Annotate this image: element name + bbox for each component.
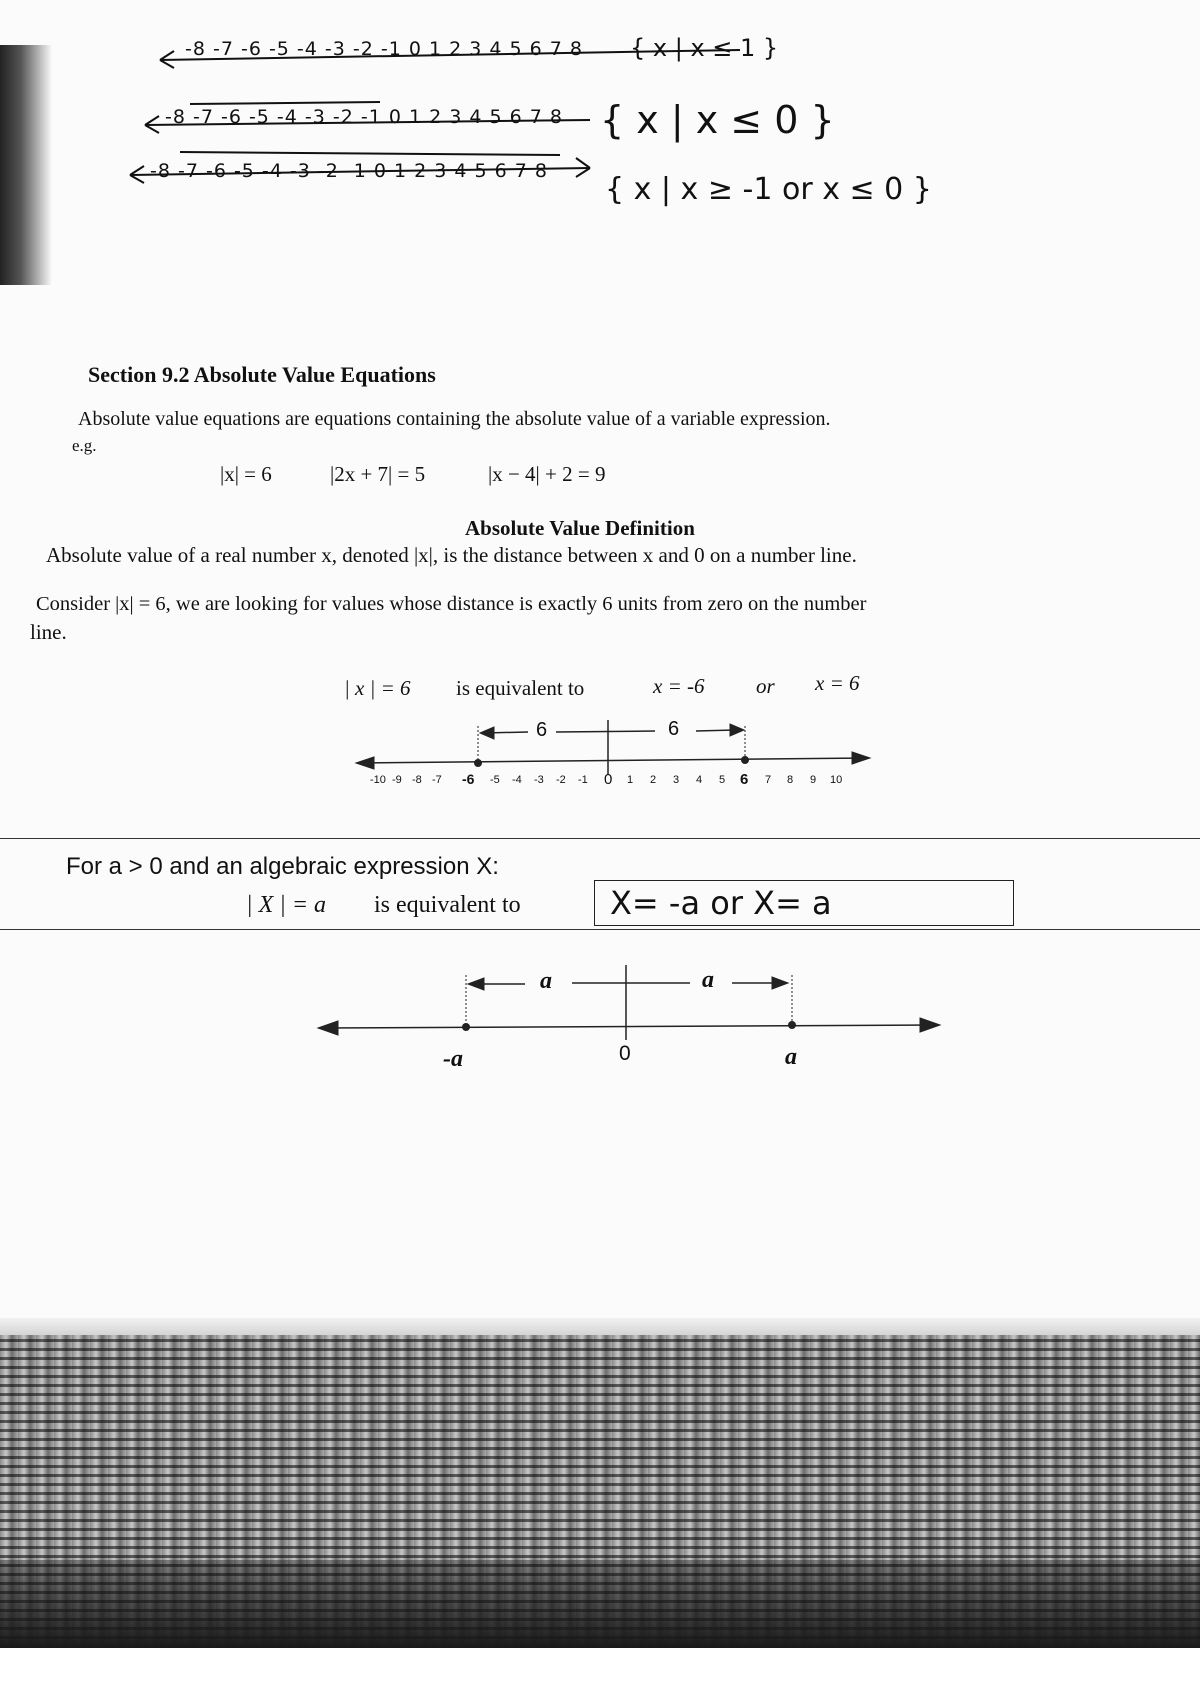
dist-arrow-left-head [480, 727, 494, 739]
tick: 1 [627, 774, 634, 786]
distance-left-label: 6 [536, 719, 548, 741]
divider-top [0, 838, 1200, 839]
point-neg-six [475, 760, 482, 767]
point-neg-a [463, 1024, 470, 1031]
tick: -2 [556, 774, 566, 786]
tick: -5 [490, 774, 500, 786]
general-axis [322, 1025, 936, 1028]
equiv-middle: is equivalent to [456, 676, 585, 700]
general-arrow-right [920, 1018, 940, 1032]
axis-arrow-right [852, 752, 870, 764]
eg-label: e.g. [72, 436, 97, 455]
hand-line-2-numbers: -8 -7 -6 -5 -4 -3 -2 -1 0 1 2 3 4 5 6 7 8 [165, 106, 563, 128]
section-intro: Absolute value equations are equations containing the absolute value of a variable expression. [78, 408, 831, 430]
general-dist-right-head [772, 977, 788, 989]
dist-line-left [556, 731, 655, 732]
tick: 5 [719, 774, 726, 786]
tick: -3 [534, 774, 544, 786]
tick: 0 [604, 771, 613, 788]
equiv-option-2: x = 6 [815, 671, 860, 695]
hand-line-2-set: { x | x ≤ 0 } [600, 98, 835, 142]
dist-arrow-right-head [730, 724, 744, 736]
label-neg-a: -a [443, 1046, 463, 1072]
tick: 6 [740, 771, 749, 788]
tick: 8 [787, 774, 794, 786]
tick: -4 [512, 774, 522, 786]
tick: -9 [392, 774, 402, 786]
general-lhs: | X | = a [246, 892, 327, 918]
definition-heading: Absolute Value Definition [465, 516, 695, 540]
hand-line-3-set: { x | x ≥ -1 or x ≤ 0 } [605, 172, 932, 207]
tick: 7 [765, 774, 772, 786]
point-pos-a [789, 1022, 796, 1029]
general-arrow-left [318, 1021, 338, 1035]
hand-line-1-set: { x | x ≤ 1 } [630, 34, 779, 62]
general-dist-right-label: a [702, 967, 714, 993]
label-zero: 0 [619, 1042, 631, 1065]
equiv-lhs: | x | = 6 [344, 676, 411, 700]
tick: -1 [578, 774, 588, 786]
number-line-ticks [370, 771, 850, 794]
tick: -10 [370, 774, 386, 786]
dist-arrow-right [696, 730, 735, 731]
consider-line-2: line. [30, 620, 67, 644]
hand-line-3-numbers: -8 -7 -6 -5 -4 -3 -2 -1 0 1 2 3 4 5 6 7 8 [150, 160, 548, 182]
section-title: Section 9.2 Absolute Value Equations [88, 362, 436, 387]
answer-box-handwriting: X= -a or X= a [610, 884, 832, 922]
general-dist-left-label: a [540, 968, 552, 994]
definition-text: Absolute value of a real number x, denoted |x|, is the distance between x and 0 on a number line. [46, 543, 857, 567]
hand-line-1-numbers: -8 -7 -6 -5 -4 -3 -2 -1 0 1 2 3 4 5 6 7 8 [185, 38, 583, 60]
hand-line-3-shade [180, 152, 560, 155]
general-dist-left-head [468, 978, 484, 990]
general-middle: is equivalent to [374, 892, 521, 918]
tick: 9 [810, 774, 817, 786]
general-condition: For a > 0 and an algebraic expression X: [66, 853, 499, 880]
divider-bottom [0, 929, 1200, 930]
example-3: |x − 4| + 2 = 9 [488, 462, 606, 486]
mat-shadow [0, 1560, 1200, 1648]
example-2: |2x + 7| = 5 [330, 462, 426, 486]
equiv-option-1: x = -6 [653, 674, 705, 698]
tick: -8 [412, 774, 422, 786]
axis-arrow-left [356, 757, 374, 769]
equiv-or: or [756, 674, 775, 698]
distance-right-label: 6 [668, 718, 680, 740]
number-line-six [356, 720, 870, 775]
example-1: |x| = 6 [220, 462, 272, 486]
number-line-general [318, 965, 940, 1040]
label-pos-a: a [785, 1044, 797, 1070]
hand-line-2-shade [190, 102, 380, 104]
tick: 3 [673, 774, 680, 786]
consider-line-1: Consider |x| = 6, we are looking for values whose distance is exactly 6 units from zero on the number [36, 593, 867, 615]
tick: -6 [462, 771, 475, 787]
tick: 4 [696, 774, 703, 786]
tick: -7 [432, 774, 442, 786]
bottom-margin [0, 1648, 1200, 1698]
tick: 2 [650, 774, 657, 786]
tick: 10 [830, 774, 843, 786]
point-pos-six [742, 757, 749, 764]
axis-line [360, 758, 868, 763]
